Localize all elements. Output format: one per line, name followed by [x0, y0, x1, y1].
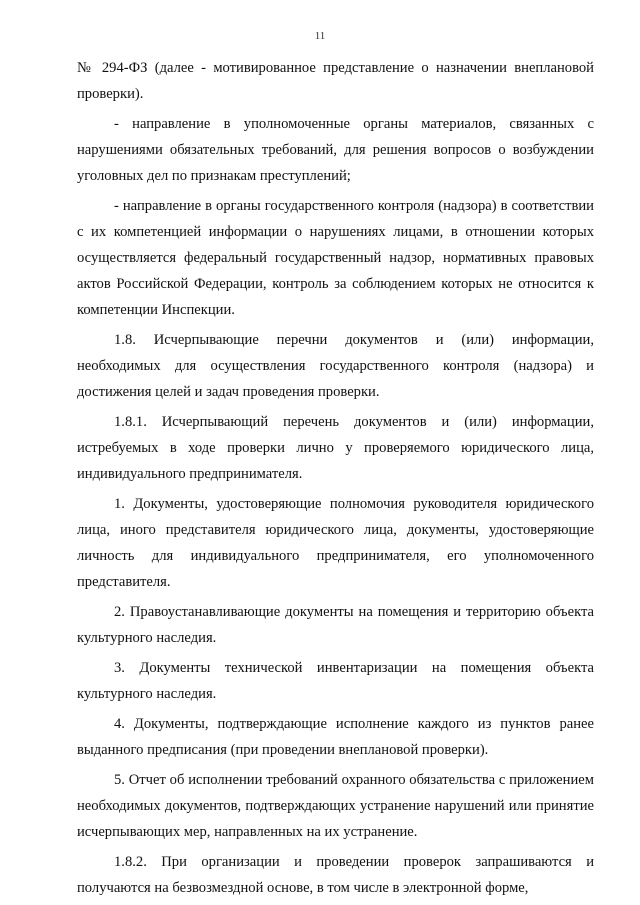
paragraph-item-4: 4. Документы, подтверждающие исполнение каждого из пунктов ранее выданного предписания (при проведении внеплановой проверки). — [77, 716, 594, 758]
paragraph-bullet-materials: - направление в уполномоченные органы материалов, связанных с нарушениями обязательных требований, для решения вопросов о возбуждении уголовных дел по признакам преступлений; — [77, 116, 594, 184]
paragraph-section-1-8: 1.8. Исчерпывающие перечни документов и (или) информации, необходимых для осуществления государственного контроля (надзора) и достижения целей и задач проведения проверки. — [77, 332, 594, 400]
paragraph-item-3: 3. Документы технической инвентаризации на помещения объекта культурного наследия. — [77, 660, 594, 702]
document-body — [77, 55, 594, 905]
paragraph-section-1-8-2: 1.8.2. При организации и проведении проверок запрашиваются и получаются на безвозмездной основе, в том числе в электронной форме, — [77, 854, 594, 896]
paragraph-section-1-8-1: 1.8.1. Исчерпывающий перечень документов и (или) информации, истребуемых в ходе проверки лично у проверяемого юридического лица, индивидуального предпринимателя. — [77, 414, 594, 482]
paragraph-continuation: № 294-ФЗ (далее - мотивированное представление о назначении внеплановой проверки). — [77, 60, 594, 102]
paragraph-item-2: 2. Правоустанавливающие документы на помещения и территорию объекта культурного наследия. — [77, 604, 594, 646]
paragraph-bullet-information: - направление в органы государственного контроля (надзора) в соответствии с их компетенцией информации о нарушениях лицами, в отношении которых осуществляется федеральный государственный надзор, нормативных правовых актов Российской Федерации, контроль за соблюдением которых не относится к компетенции Инспекции. — [77, 198, 594, 318]
page-number: 11 — [314, 30, 326, 42]
paragraph-item-1: 1. Документы, удостоверяющие полномочия руководителя юридического лица, иного представителя юридического лица, документы, удостоверяющие личность для индивидуального предпринимателя, его уполномоченного представителя. — [77, 496, 594, 590]
paragraph-item-5: 5. Отчет об исполнении требований охранного обязательства с приложением необходимых документов, подтверждающих устранение нарушений или принятие исчерпывающих мер, направленных на их устранение. — [77, 772, 594, 840]
